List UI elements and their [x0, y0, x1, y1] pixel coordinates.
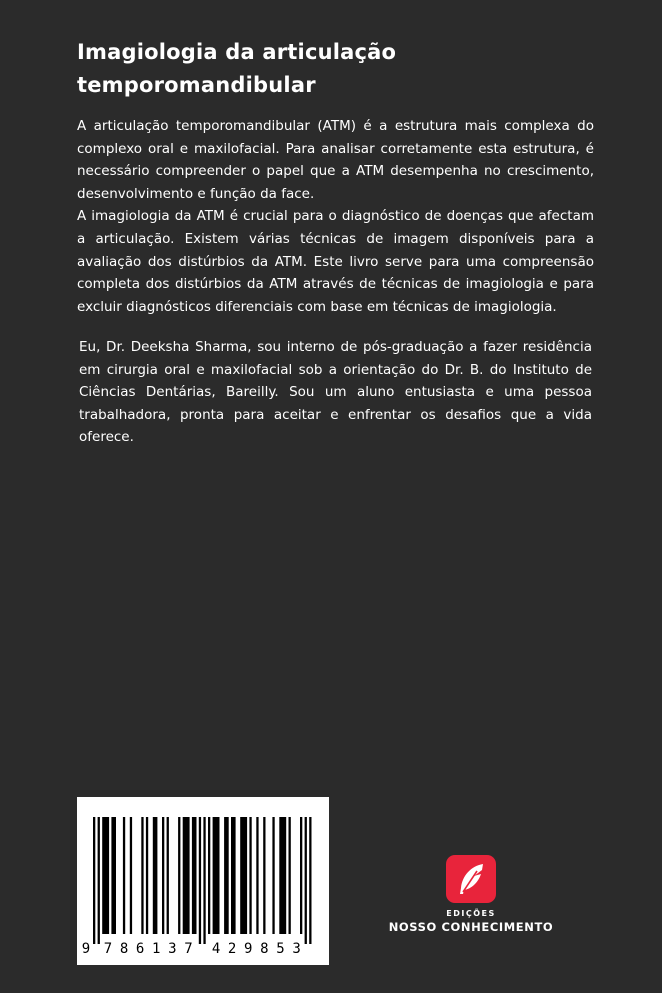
barcode-bar	[162, 817, 164, 934]
barcode-bar	[231, 817, 236, 934]
barcode-bar	[146, 817, 148, 934]
barcode-bar	[93, 817, 95, 944]
barcode-bar	[123, 817, 125, 934]
barcode-bar	[199, 817, 201, 944]
book-description	[77, 115, 594, 318]
barcode-digit: 3	[168, 941, 177, 957]
barcode-bar	[240, 817, 247, 934]
barcode-bar	[203, 817, 205, 944]
barcode-bar	[167, 817, 169, 934]
barcode-bar	[178, 817, 180, 934]
barcode-digit: 1	[152, 941, 161, 957]
barcode-bar	[111, 817, 116, 934]
publisher-logo	[386, 855, 556, 935]
barcode-digit: 2	[227, 941, 237, 957]
barcode-bar	[153, 817, 158, 934]
barcode-digit: 4	[211, 941, 221, 957]
barcode-digit: 9	[81, 941, 91, 957]
feather-icon	[446, 855, 496, 903]
title-line-1: Imagiologia da articulação	[77, 40, 397, 64]
barcode-bar	[208, 817, 210, 934]
barcode-bar	[141, 817, 143, 934]
barcode-bar	[130, 817, 132, 934]
barcode-bar	[300, 817, 302, 934]
barcode-bar	[256, 817, 258, 934]
book-title	[77, 36, 577, 102]
barcode-digit: 5	[276, 941, 285, 957]
barcode-digit: 8	[119, 941, 129, 957]
barcode-bar	[309, 817, 311, 944]
description-paragraph-2: A imagiologia da ATM é crucial para o diagnóstico de doenças que afectam a articulação. Existem várias técnicas de imagem disponíveis para a avaliação dos distúrbios da ATM. Este livro serve para uma compreensão completa dos distúrbios da ATM através de técnicas de imagiologia e para excluir diagnósticos diferenciais com base em técnicas de imagiologia.	[77, 208, 594, 315]
barcode-bar	[272, 817, 274, 934]
isbn-barcode	[77, 797, 329, 965]
barcode-bar	[183, 817, 190, 934]
barcode-bar	[263, 817, 265, 934]
author-bio: Eu, Dr. Deeksha Sharma, sou interno de pós-graduação a fazer residência em cirurgia oral e maxilofacial sob a orientação do Dr. B. do Instituto de Ciências Dentárias, Bareilly. Sou um aluno entusiasta e uma pessoa trabalhadora, pronta para aceitar e enfrentar os desafios que a vida oferece.	[79, 339, 592, 446]
barcode-digit: 3	[292, 941, 301, 957]
barcode-bar	[249, 817, 251, 934]
publisher-name-bottom: NOSSO CONHECIMENTO	[388, 920, 554, 934]
barcode-bar	[305, 817, 307, 944]
barcode-digit: 6	[135, 941, 145, 957]
barcode-graphic	[77, 797, 329, 965]
barcode-bar	[279, 817, 286, 934]
title-line-2: temporomandibular	[77, 73, 316, 97]
barcode-digit: 8	[260, 941, 269, 957]
barcode-bar	[224, 817, 229, 934]
barcode-digit: 9	[244, 941, 253, 957]
barcode-bar	[98, 817, 100, 944]
barcode-bar	[192, 817, 197, 934]
publisher-name-top: EDIÇÕES	[446, 909, 496, 918]
barcode-digit: 7	[184, 941, 193, 957]
barcode-bar	[289, 817, 291, 934]
barcode-bar	[102, 817, 109, 934]
barcode-digit: 7	[103, 941, 113, 957]
barcode-bar	[213, 817, 220, 934]
description-paragraph-1: A articulação temporomandibular (ATM) é a estrutura mais complexa do complexo oral e maxilofacial. Para analisar corretamente esta estrutura, é necessário compreender o papel que a ATM desempenha no crescimento, desenvolvimento e função da face.	[77, 118, 594, 202]
